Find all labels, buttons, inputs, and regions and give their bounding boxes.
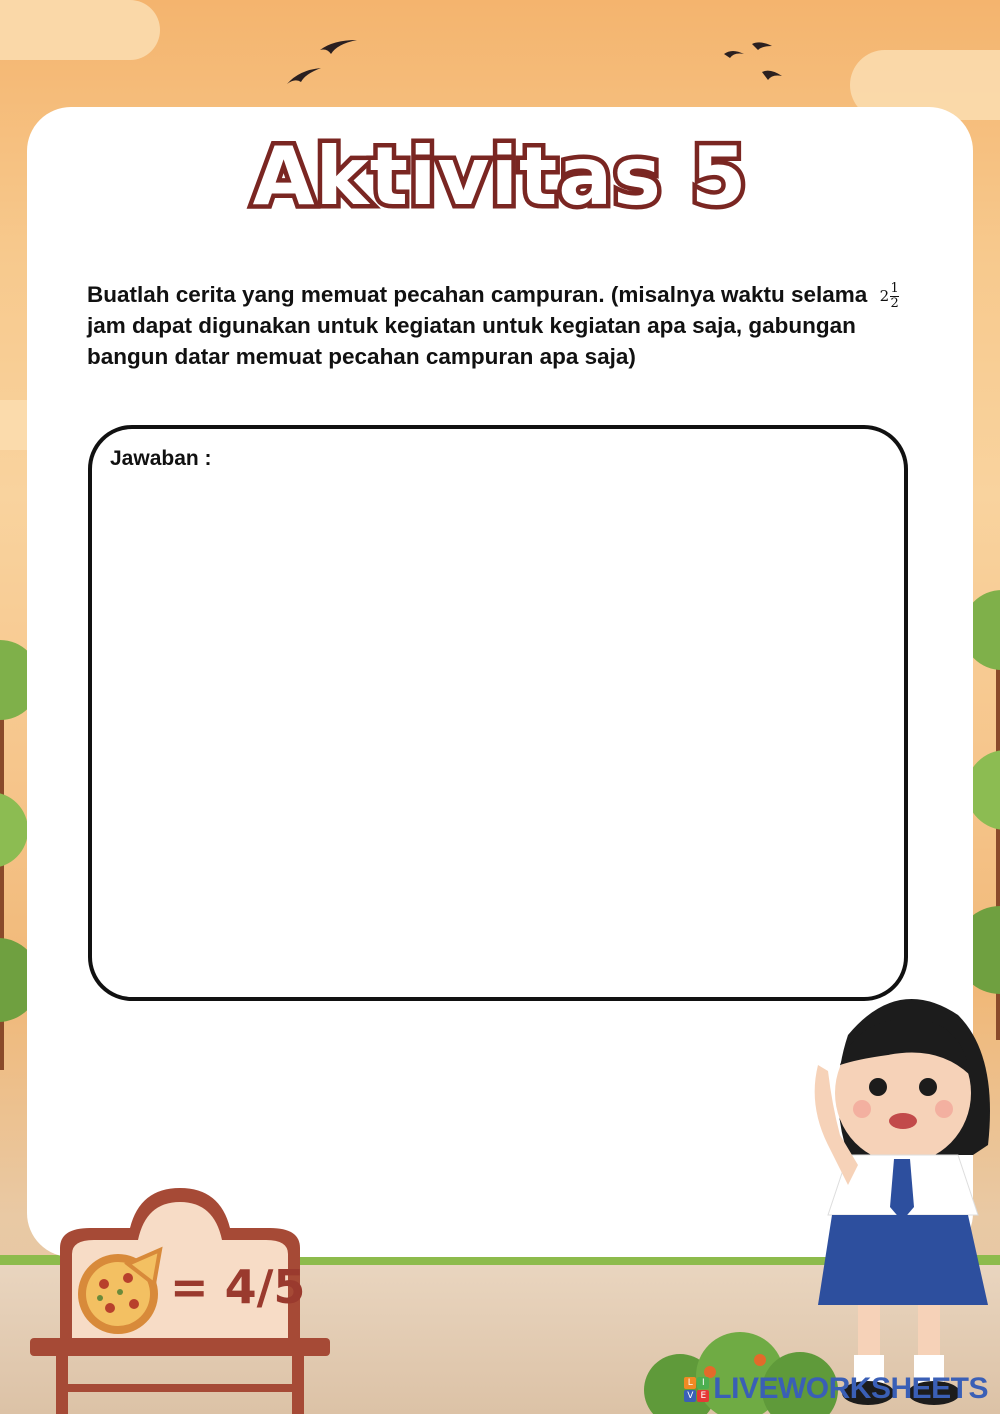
logo-letter: V xyxy=(684,1390,696,1402)
board-equation xyxy=(170,1260,305,1314)
board-numerator: 4 xyxy=(224,1260,257,1314)
answer-label: Jawaban : xyxy=(110,447,212,470)
board-slash: / xyxy=(256,1260,274,1314)
prompt-text-part1: Buatlah cerita yang memuat pecahan campuran. (misalnya waktu selama xyxy=(87,282,868,307)
cloud-top-left xyxy=(0,0,160,60)
prompt-text-part2: jam dapat digunakan untuk kegiatan untuk kegiatan apa saja, gabungan bangun datar memuat pecahan campuran apa saja) xyxy=(87,313,856,369)
bird-icon xyxy=(285,38,365,88)
logo-letter: L xyxy=(684,1377,696,1389)
answer-input[interactable] xyxy=(110,485,886,975)
bird-icon xyxy=(722,40,784,82)
question-prompt xyxy=(87,280,917,372)
fraction-numerator: 1 xyxy=(890,280,899,296)
fraction-denominator: 2 xyxy=(890,295,899,311)
logo-mark-icon xyxy=(684,1377,709,1402)
answer-box xyxy=(88,425,908,1001)
logo-letter: E xyxy=(697,1390,709,1402)
board-equals: = xyxy=(170,1260,209,1314)
mixed-fraction xyxy=(880,281,900,312)
logo-text: LIVEWORKSHEETS xyxy=(713,1372,988,1405)
page-title: Aktivitas 5 xyxy=(252,130,748,223)
liveworksheets-logo xyxy=(684,1372,988,1406)
board-denominator: 5 xyxy=(273,1260,306,1314)
fraction-stack xyxy=(890,282,899,311)
logo-letter: I xyxy=(697,1377,709,1389)
fraction-whole: 2 xyxy=(879,286,890,305)
